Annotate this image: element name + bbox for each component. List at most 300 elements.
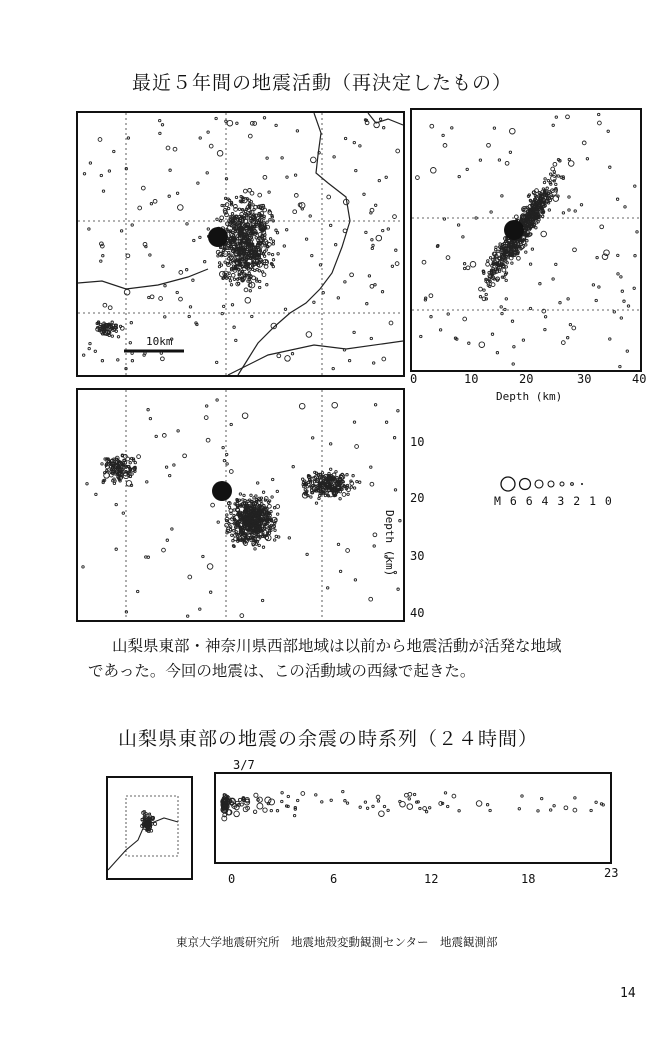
event-marker	[277, 513, 279, 515]
page-title: 最近５年間の地震活動（再決定したもの）	[132, 72, 513, 94]
event-marker	[342, 790, 344, 792]
event-marker	[353, 421, 355, 423]
event-marker	[239, 493, 241, 495]
paragraph-line-1: 山梨県東部・神奈川県西部地域は以前から地震活動が活発な地域	[112, 637, 562, 655]
event-marker	[236, 122, 238, 124]
event-marker	[416, 176, 420, 180]
event-marker	[385, 176, 387, 178]
event-marker	[501, 195, 503, 197]
event-marker	[590, 809, 592, 811]
event-marker	[586, 158, 588, 160]
event-marker	[147, 556, 149, 558]
event-marker	[487, 260, 489, 262]
event-marker	[573, 808, 577, 812]
event-marker	[82, 566, 84, 568]
event-marker	[226, 277, 228, 279]
event-marker	[547, 179, 549, 181]
event-marker	[275, 229, 277, 231]
event-marker	[327, 587, 329, 589]
event-marker	[391, 265, 393, 267]
event-marker	[188, 315, 190, 317]
event-marker	[479, 342, 485, 348]
event-marker	[100, 174, 102, 176]
event-marker	[470, 262, 476, 268]
event-marker	[104, 473, 110, 479]
event-marker	[346, 802, 348, 804]
event-marker	[187, 615, 189, 617]
event-marker	[199, 137, 201, 139]
event-marker	[568, 158, 570, 160]
event-marker	[522, 339, 524, 341]
event-marker	[287, 795, 289, 797]
event-marker	[268, 532, 270, 534]
event-marker	[247, 280, 249, 282]
event-marker	[169, 169, 171, 171]
event-marker	[220, 216, 224, 220]
event-marker	[263, 255, 265, 257]
event-marker	[233, 326, 235, 328]
event-marker	[138, 206, 142, 210]
event-marker	[525, 251, 527, 253]
event-marker	[429, 807, 431, 809]
event-marker	[408, 798, 410, 800]
event-marker	[272, 243, 274, 245]
event-marker	[131, 473, 133, 475]
event-marker	[529, 307, 531, 309]
event-marker	[521, 795, 523, 797]
event-marker	[202, 555, 204, 557]
event-marker	[379, 118, 381, 120]
event-marker	[493, 127, 495, 129]
event-marker	[111, 335, 113, 337]
event-marker	[86, 483, 88, 485]
event-marker	[248, 213, 250, 215]
event-marker	[600, 225, 604, 229]
event-marker	[595, 299, 597, 301]
event-marker	[137, 455, 141, 459]
event-marker	[109, 466, 111, 468]
event-marker	[335, 244, 337, 246]
event-marker	[564, 806, 568, 810]
event-marker	[550, 173, 552, 175]
depth-bottom-tick-20: 20	[410, 491, 425, 505]
event-marker	[89, 342, 91, 344]
legend-circle-m0	[581, 483, 583, 485]
event-marker	[255, 543, 257, 545]
event-marker	[264, 234, 266, 236]
legend-circle-m4	[535, 480, 543, 488]
event-marker	[486, 804, 488, 806]
event-marker	[370, 284, 374, 288]
event-marker	[374, 404, 376, 406]
event-marker	[263, 224, 265, 226]
event-marker	[504, 244, 506, 246]
event-marker	[468, 342, 470, 344]
event-marker	[430, 124, 434, 128]
event-marker	[166, 539, 168, 541]
event-marker	[199, 236, 201, 238]
event-marker	[553, 805, 555, 807]
event-marker	[501, 312, 503, 314]
event-marker	[162, 548, 166, 552]
event-marker	[193, 239, 195, 241]
event-marker	[233, 278, 235, 280]
event-marker	[555, 263, 557, 265]
aftershock-title: 山梨県東部の地震の余震の時系列（２４時間）	[118, 728, 539, 750]
depth-bottom-tick-40: 40	[410, 606, 425, 620]
event-marker	[353, 141, 355, 143]
event-marker	[120, 230, 122, 232]
event-marker	[230, 526, 232, 528]
event-marker	[274, 539, 276, 541]
event-marker	[363, 193, 365, 195]
event-marker	[252, 268, 254, 270]
event-marker	[162, 265, 164, 267]
event-marker	[379, 811, 385, 817]
event-marker	[374, 284, 376, 286]
event-marker	[256, 260, 258, 262]
legend-circle-m1	[571, 483, 574, 486]
depth-bottom-tick-10: 10	[410, 435, 425, 449]
depth-right-tick-30: 30	[577, 372, 592, 386]
event-marker	[364, 801, 366, 803]
event-marker	[284, 308, 286, 310]
event-marker	[598, 113, 600, 115]
event-marker	[328, 472, 330, 474]
event-marker	[281, 157, 283, 159]
event-marker	[350, 486, 352, 488]
event-marker	[376, 235, 382, 241]
event-marker	[582, 141, 586, 145]
event-marker	[413, 793, 415, 795]
event-marker	[263, 175, 267, 179]
event-marker	[192, 279, 194, 281]
event-marker	[491, 265, 493, 267]
event-marker	[258, 193, 262, 197]
event-marker	[634, 185, 636, 187]
event-marker	[466, 168, 468, 170]
event-marker	[226, 453, 228, 455]
event-marker	[288, 537, 290, 539]
event-marker	[425, 297, 427, 299]
event-marker	[373, 362, 375, 364]
event-marker	[251, 315, 253, 317]
event-marker	[227, 120, 233, 126]
event-marker	[173, 147, 177, 151]
event-marker	[523, 209, 525, 211]
event-marker	[154, 822, 157, 825]
event-marker	[221, 204, 223, 206]
event-marker	[150, 295, 154, 299]
event-marker	[400, 801, 406, 807]
event-marker	[115, 548, 117, 550]
event-marker	[592, 284, 594, 286]
event-marker	[266, 157, 268, 159]
event-marker	[498, 261, 500, 263]
event-marker	[231, 304, 233, 306]
event-marker	[150, 203, 152, 205]
inset-grid	[126, 796, 178, 856]
event-marker	[100, 260, 102, 262]
event-marker	[229, 470, 233, 474]
event-marker	[238, 208, 240, 210]
event-marker	[183, 454, 187, 458]
event-marker	[316, 480, 318, 482]
event-marker	[517, 256, 521, 260]
event-marker	[407, 804, 413, 810]
event-marker	[505, 161, 509, 165]
event-marker	[311, 491, 313, 493]
timeline-date-label: 3/7	[233, 758, 255, 772]
event-marker	[88, 347, 90, 349]
event-marker	[332, 367, 334, 369]
event-marker	[548, 209, 550, 211]
event-marker	[232, 231, 234, 233]
event-marker	[277, 354, 281, 358]
event-marker	[305, 238, 307, 240]
event-marker	[173, 464, 175, 466]
event-marker	[315, 502, 317, 504]
event-marker	[512, 363, 514, 365]
event-marker	[263, 808, 267, 812]
event-marker	[431, 168, 437, 174]
event-marker	[397, 588, 399, 590]
event-marker	[394, 489, 396, 491]
event-marker	[457, 224, 459, 226]
event-marker	[217, 151, 223, 157]
event-marker	[488, 277, 490, 279]
event-marker	[276, 232, 278, 234]
event-marker	[315, 794, 317, 796]
event-marker	[227, 207, 229, 209]
event-marker	[488, 271, 490, 273]
event-marker	[126, 254, 130, 258]
event-marker	[333, 156, 335, 158]
event-marker	[557, 158, 559, 160]
event-marker	[429, 294, 433, 298]
event-marker	[259, 280, 261, 282]
event-marker	[540, 193, 542, 195]
event-marker	[164, 285, 166, 287]
event-marker	[505, 298, 507, 300]
event-marker	[102, 255, 104, 257]
depth-right-tick-40: 40	[632, 372, 647, 386]
event-marker	[423, 807, 427, 811]
event-marker	[359, 145, 361, 147]
event-marker	[489, 285, 491, 287]
event-marker	[293, 210, 297, 214]
event-marker	[228, 277, 230, 279]
event-marker	[143, 354, 145, 356]
event-marker	[489, 257, 491, 259]
event-marker	[553, 171, 555, 173]
event-marker	[235, 196, 237, 198]
event-marker	[115, 330, 117, 332]
event-marker	[231, 273, 235, 277]
event-marker	[574, 210, 576, 212]
event-marker	[555, 116, 557, 118]
event-marker	[186, 223, 188, 225]
event-marker	[332, 402, 338, 408]
footer-organization: 東京大学地震研究所 地震地殻変動観測センター 地震観測部	[176, 935, 498, 949]
event-marker	[537, 810, 539, 812]
event-marker	[382, 357, 386, 361]
event-marker	[541, 797, 543, 799]
depth-bottom-axis-label: Depth (km)	[383, 510, 396, 577]
event-marker	[125, 611, 127, 613]
event-marker	[254, 793, 258, 797]
event-marker	[240, 196, 242, 198]
event-marker	[107, 328, 109, 330]
event-marker	[123, 459, 125, 461]
event-marker	[350, 480, 352, 482]
event-marker	[419, 807, 421, 809]
event-marker	[221, 312, 223, 314]
timeline-tick-12: 12	[424, 872, 439, 886]
event-marker	[269, 219, 271, 221]
event-marker	[262, 204, 264, 206]
event-marker	[359, 806, 361, 808]
event-marker	[223, 794, 225, 796]
event-marker	[233, 234, 235, 236]
event-marker	[557, 175, 559, 177]
event-marker	[607, 130, 609, 132]
event-marker	[250, 201, 252, 203]
event-marker	[511, 320, 513, 322]
event-marker	[98, 138, 102, 142]
event-marker	[324, 494, 326, 496]
event-marker	[186, 269, 188, 271]
magnitude-legend-label: M 6 6 4 3 2 1 0	[494, 494, 613, 508]
event-marker	[299, 403, 305, 409]
event-marker	[199, 608, 201, 610]
event-marker	[395, 262, 399, 266]
event-marker	[389, 321, 393, 325]
event-marker	[234, 230, 236, 232]
event-marker	[166, 146, 170, 150]
event-marker	[286, 176, 288, 178]
event-marker	[531, 248, 533, 250]
event-marker	[164, 316, 166, 318]
event-marker	[160, 352, 162, 354]
event-marker	[609, 166, 611, 168]
event-marker	[240, 272, 242, 274]
event-marker	[253, 122, 257, 126]
event-marker	[337, 543, 339, 545]
event-marker	[552, 124, 554, 126]
event-marker	[276, 505, 280, 509]
event-marker	[550, 809, 552, 811]
event-marker	[505, 279, 507, 281]
event-marker	[502, 268, 506, 272]
event-marker	[291, 353, 293, 355]
event-marker	[269, 238, 271, 240]
event-marker	[350, 273, 354, 277]
event-marker	[209, 144, 213, 148]
event-marker	[319, 264, 321, 266]
event-marker	[141, 186, 145, 190]
event-marker	[134, 461, 136, 463]
event-marker	[226, 463, 228, 465]
depth-bottom-svg	[78, 390, 403, 620]
event-marker	[112, 324, 114, 326]
inset-map-svg	[108, 778, 191, 878]
event-marker	[103, 303, 107, 307]
event-marker	[318, 152, 320, 154]
event-marker	[346, 549, 350, 553]
event-marker	[230, 246, 232, 248]
event-marker	[574, 797, 576, 799]
event-marker	[397, 410, 399, 412]
event-marker	[359, 481, 361, 483]
event-marker	[513, 346, 515, 348]
event-marker	[272, 265, 274, 267]
event-marker	[518, 808, 520, 810]
event-marker	[344, 281, 346, 283]
event-marker	[335, 471, 337, 473]
event-marker	[318, 497, 320, 499]
event-marker	[217, 521, 219, 523]
event-marker	[294, 174, 296, 176]
event-marker	[283, 245, 285, 247]
inset-map	[106, 776, 193, 880]
event-marker	[479, 296, 481, 298]
event-marker	[542, 215, 544, 217]
event-marker	[399, 520, 401, 522]
depth-right-tick-10: 10	[464, 372, 479, 386]
event-marker	[552, 278, 554, 280]
legend-circle-m2	[560, 482, 564, 486]
event-marker	[116, 458, 118, 460]
event-marker	[393, 437, 395, 439]
event-marker	[228, 258, 230, 260]
event-marker	[285, 356, 291, 362]
event-marker	[179, 297, 183, 301]
event-marker	[370, 337, 372, 339]
event-marker	[235, 339, 237, 341]
event-marker	[108, 306, 112, 310]
event-marker	[230, 284, 232, 286]
event-marker	[496, 352, 498, 354]
event-marker	[250, 191, 254, 195]
event-marker	[382, 229, 384, 231]
event-marker	[243, 189, 247, 193]
event-marker	[294, 194, 298, 198]
event-marker	[376, 795, 380, 799]
event-marker	[342, 493, 346, 497]
event-marker	[366, 303, 368, 305]
event-marker	[620, 276, 622, 278]
event-marker	[375, 204, 377, 206]
event-marker	[344, 137, 346, 139]
event-marker	[262, 546, 264, 548]
event-marker	[544, 178, 546, 180]
event-marker	[189, 306, 191, 308]
map-scale-label: 10km	[146, 335, 173, 348]
event-marker	[178, 205, 184, 211]
event-marker	[620, 317, 622, 319]
event-marker	[262, 491, 264, 493]
event-marker	[321, 801, 323, 803]
event-marker	[539, 283, 541, 285]
event-marker	[355, 169, 357, 171]
event-marker	[442, 134, 444, 136]
legend-circle-m3	[548, 481, 554, 487]
event-marker	[257, 803, 263, 809]
event-marker	[580, 204, 582, 206]
event-marker	[491, 283, 495, 287]
event-marker	[257, 264, 259, 266]
